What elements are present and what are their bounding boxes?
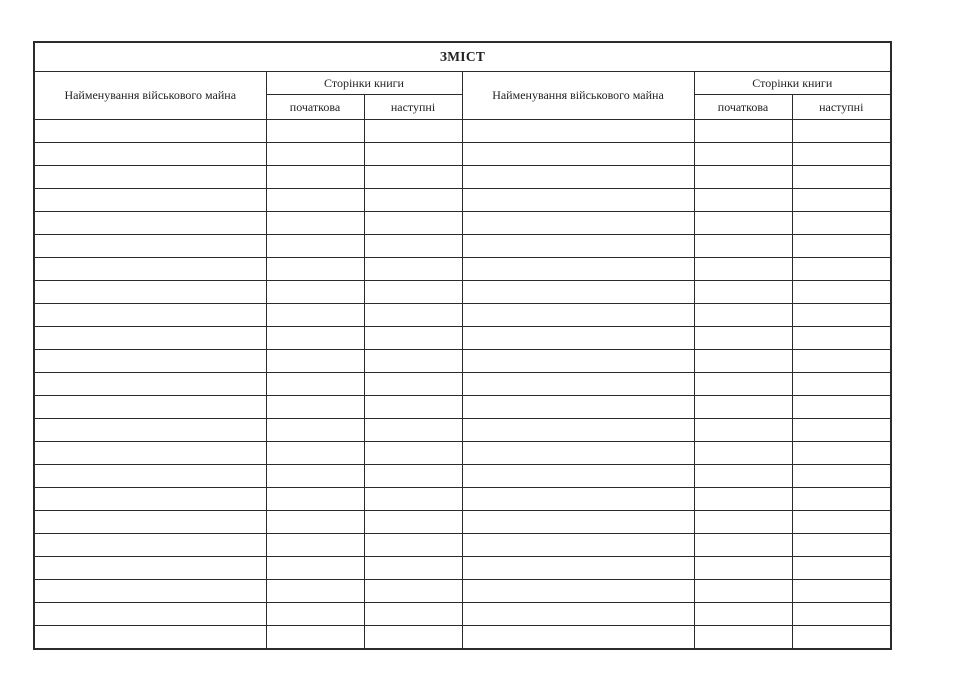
table-row bbox=[34, 258, 891, 281]
item-name-cell-left bbox=[34, 212, 266, 235]
table-row bbox=[34, 442, 891, 465]
initial-page-cell-left bbox=[266, 488, 364, 511]
initial-page-cell-left bbox=[266, 304, 364, 327]
table-row bbox=[34, 189, 891, 212]
next-pages-cell-right bbox=[792, 189, 891, 212]
next-pages-cell-right bbox=[792, 488, 891, 511]
item-name-cell-right bbox=[462, 511, 694, 534]
column-header-item-name-right: Найменування військового майна bbox=[462, 72, 694, 120]
item-name-cell-left bbox=[34, 166, 266, 189]
next-pages-cell-left bbox=[364, 166, 462, 189]
item-name-cell-right bbox=[462, 603, 694, 626]
initial-page-cell-right bbox=[694, 212, 792, 235]
initial-page-cell-right bbox=[694, 488, 792, 511]
item-name-cell-right bbox=[462, 235, 694, 258]
initial-page-cell-right bbox=[694, 304, 792, 327]
table-row bbox=[34, 143, 891, 166]
initial-page-cell-right bbox=[694, 373, 792, 396]
table-row bbox=[34, 419, 891, 442]
table-row bbox=[34, 557, 891, 580]
item-name-cell-right bbox=[462, 396, 694, 419]
next-pages-cell-left bbox=[364, 534, 462, 557]
next-pages-cell-right bbox=[792, 304, 891, 327]
item-name-cell-left bbox=[34, 626, 266, 650]
item-name-cell-right bbox=[462, 212, 694, 235]
next-pages-cell-left bbox=[364, 442, 462, 465]
table-row bbox=[34, 488, 891, 511]
table-row bbox=[34, 580, 891, 603]
table-row bbox=[34, 373, 891, 396]
next-pages-cell-left bbox=[364, 373, 462, 396]
initial-page-cell-right bbox=[694, 419, 792, 442]
item-name-cell-left bbox=[34, 304, 266, 327]
next-pages-cell-left bbox=[364, 327, 462, 350]
initial-page-cell-left bbox=[266, 258, 364, 281]
item-name-cell-left bbox=[34, 350, 266, 373]
next-pages-cell-right bbox=[792, 534, 891, 557]
column-header-initial-page-right: початкова bbox=[694, 95, 792, 120]
initial-page-cell-right bbox=[694, 166, 792, 189]
initial-page-cell-left bbox=[266, 603, 364, 626]
item-name-cell-left bbox=[34, 511, 266, 534]
item-name-cell-right bbox=[462, 488, 694, 511]
next-pages-cell-left bbox=[364, 396, 462, 419]
item-name-cell-right bbox=[462, 626, 694, 650]
next-pages-cell-left bbox=[364, 350, 462, 373]
next-pages-cell-left bbox=[364, 120, 462, 143]
next-pages-cell-left bbox=[364, 304, 462, 327]
table-row bbox=[34, 396, 891, 419]
item-name-cell-right bbox=[462, 580, 694, 603]
initial-page-cell-left bbox=[266, 281, 364, 304]
initial-page-cell-right bbox=[694, 603, 792, 626]
item-name-cell-left bbox=[34, 143, 266, 166]
column-header-next-pages-left: наступні bbox=[364, 95, 462, 120]
contents-table bbox=[33, 41, 892, 650]
item-name-cell-right bbox=[462, 534, 694, 557]
next-pages-cell-left bbox=[364, 511, 462, 534]
table-row bbox=[34, 327, 891, 350]
table-row bbox=[34, 235, 891, 258]
initial-page-cell-right bbox=[694, 350, 792, 373]
item-name-cell-right bbox=[462, 281, 694, 304]
table-row bbox=[34, 465, 891, 488]
item-name-cell-left bbox=[34, 557, 266, 580]
initial-page-cell-left bbox=[266, 465, 364, 488]
item-name-cell-right bbox=[462, 143, 694, 166]
column-header-initial-page-left: початкова bbox=[266, 95, 364, 120]
item-name-cell-right bbox=[462, 419, 694, 442]
next-pages-cell-left bbox=[364, 258, 462, 281]
next-pages-cell-right bbox=[792, 235, 891, 258]
table-row bbox=[34, 281, 891, 304]
item-name-cell-left bbox=[34, 534, 266, 557]
initial-page-cell-right bbox=[694, 442, 792, 465]
initial-page-cell-left bbox=[266, 580, 364, 603]
column-header-book-pages-left: Сторінки книги bbox=[266, 72, 462, 95]
table-row bbox=[34, 350, 891, 373]
initial-page-cell-left bbox=[266, 396, 364, 419]
item-name-cell-right bbox=[462, 258, 694, 281]
next-pages-cell-left bbox=[364, 626, 462, 650]
item-name-cell-left bbox=[34, 488, 266, 511]
table-row bbox=[34, 626, 891, 650]
initial-page-cell-left bbox=[266, 166, 364, 189]
next-pages-cell-left bbox=[364, 488, 462, 511]
next-pages-cell-right bbox=[792, 143, 891, 166]
table-body bbox=[34, 120, 891, 650]
item-name-cell-left bbox=[34, 327, 266, 350]
initial-page-cell-left bbox=[266, 189, 364, 212]
initial-page-cell-right bbox=[694, 189, 792, 212]
initial-page-cell-left bbox=[266, 557, 364, 580]
next-pages-cell-right bbox=[792, 465, 891, 488]
next-pages-cell-left bbox=[364, 235, 462, 258]
initial-page-cell-right bbox=[694, 626, 792, 650]
next-pages-cell-right bbox=[792, 373, 891, 396]
next-pages-cell-right bbox=[792, 626, 891, 650]
item-name-cell-right bbox=[462, 350, 694, 373]
next-pages-cell-right bbox=[792, 258, 891, 281]
initial-page-cell-right bbox=[694, 534, 792, 557]
item-name-cell-left bbox=[34, 396, 266, 419]
next-pages-cell-left bbox=[364, 603, 462, 626]
next-pages-cell-left bbox=[364, 212, 462, 235]
initial-page-cell-right bbox=[694, 258, 792, 281]
next-pages-cell-right bbox=[792, 557, 891, 580]
next-pages-cell-left bbox=[364, 580, 462, 603]
initial-page-cell-left bbox=[266, 120, 364, 143]
initial-page-cell-right bbox=[694, 235, 792, 258]
initial-page-cell-right bbox=[694, 327, 792, 350]
initial-page-cell-right bbox=[694, 281, 792, 304]
next-pages-cell-right bbox=[792, 281, 891, 304]
next-pages-cell-right bbox=[792, 396, 891, 419]
next-pages-cell-left bbox=[364, 281, 462, 304]
next-pages-cell-left bbox=[364, 143, 462, 166]
item-name-cell-left bbox=[34, 189, 266, 212]
initial-page-cell-left bbox=[266, 350, 364, 373]
initial-page-cell-left bbox=[266, 212, 364, 235]
item-name-cell-left bbox=[34, 580, 266, 603]
item-name-cell-left bbox=[34, 419, 266, 442]
next-pages-cell-right bbox=[792, 327, 891, 350]
item-name-cell-right bbox=[462, 465, 694, 488]
next-pages-cell-right bbox=[792, 511, 891, 534]
item-name-cell-right bbox=[462, 442, 694, 465]
initial-page-cell-left bbox=[266, 419, 364, 442]
item-name-cell-left bbox=[34, 465, 266, 488]
item-name-cell-left bbox=[34, 442, 266, 465]
item-name-cell-right bbox=[462, 557, 694, 580]
next-pages-cell-right bbox=[792, 350, 891, 373]
initial-page-cell-right bbox=[694, 120, 792, 143]
item-name-cell-left bbox=[34, 373, 266, 396]
initial-page-cell-left bbox=[266, 626, 364, 650]
next-pages-cell-right bbox=[792, 166, 891, 189]
initial-page-cell-left bbox=[266, 327, 364, 350]
next-pages-cell-left bbox=[364, 419, 462, 442]
table-row bbox=[34, 511, 891, 534]
item-name-cell-left bbox=[34, 603, 266, 626]
next-pages-cell-left bbox=[364, 557, 462, 580]
table-row bbox=[34, 166, 891, 189]
item-name-cell-left bbox=[34, 258, 266, 281]
column-header-book-pages-right: Сторінки книги bbox=[694, 72, 891, 95]
item-name-cell-right bbox=[462, 189, 694, 212]
next-pages-cell-right bbox=[792, 603, 891, 626]
next-pages-cell-right bbox=[792, 419, 891, 442]
initial-page-cell-left bbox=[266, 235, 364, 258]
initial-page-cell-left bbox=[266, 442, 364, 465]
initial-page-cell-right bbox=[694, 580, 792, 603]
next-pages-cell-left bbox=[364, 465, 462, 488]
item-name-cell-right bbox=[462, 304, 694, 327]
table-row bbox=[34, 212, 891, 235]
table-row bbox=[34, 603, 891, 626]
next-pages-cell-right bbox=[792, 442, 891, 465]
initial-page-cell-right bbox=[694, 143, 792, 166]
table-row bbox=[34, 304, 891, 327]
item-name-cell-right bbox=[462, 166, 694, 189]
table-row bbox=[34, 120, 891, 143]
next-pages-cell-right bbox=[792, 120, 891, 143]
item-name-cell-right bbox=[462, 120, 694, 143]
column-header-next-pages-right: наступні bbox=[792, 95, 891, 120]
item-name-cell-left bbox=[34, 281, 266, 304]
next-pages-cell-left bbox=[364, 189, 462, 212]
initial-page-cell-right bbox=[694, 557, 792, 580]
page-title: ЗМІСТ bbox=[34, 42, 891, 72]
column-header-item-name-left: Найменування військового майна bbox=[34, 72, 266, 120]
item-name-cell-left bbox=[34, 120, 266, 143]
next-pages-cell-right bbox=[792, 212, 891, 235]
item-name-cell-left bbox=[34, 235, 266, 258]
initial-page-cell-left bbox=[266, 534, 364, 557]
initial-page-cell-left bbox=[266, 373, 364, 396]
initial-page-cell-right bbox=[694, 511, 792, 534]
initial-page-cell-right bbox=[694, 465, 792, 488]
next-pages-cell-right bbox=[792, 580, 891, 603]
initial-page-cell-left bbox=[266, 143, 364, 166]
table-row bbox=[34, 534, 891, 557]
item-name-cell-right bbox=[462, 327, 694, 350]
initial-page-cell-left bbox=[266, 511, 364, 534]
item-name-cell-right bbox=[462, 373, 694, 396]
initial-page-cell-right bbox=[694, 396, 792, 419]
